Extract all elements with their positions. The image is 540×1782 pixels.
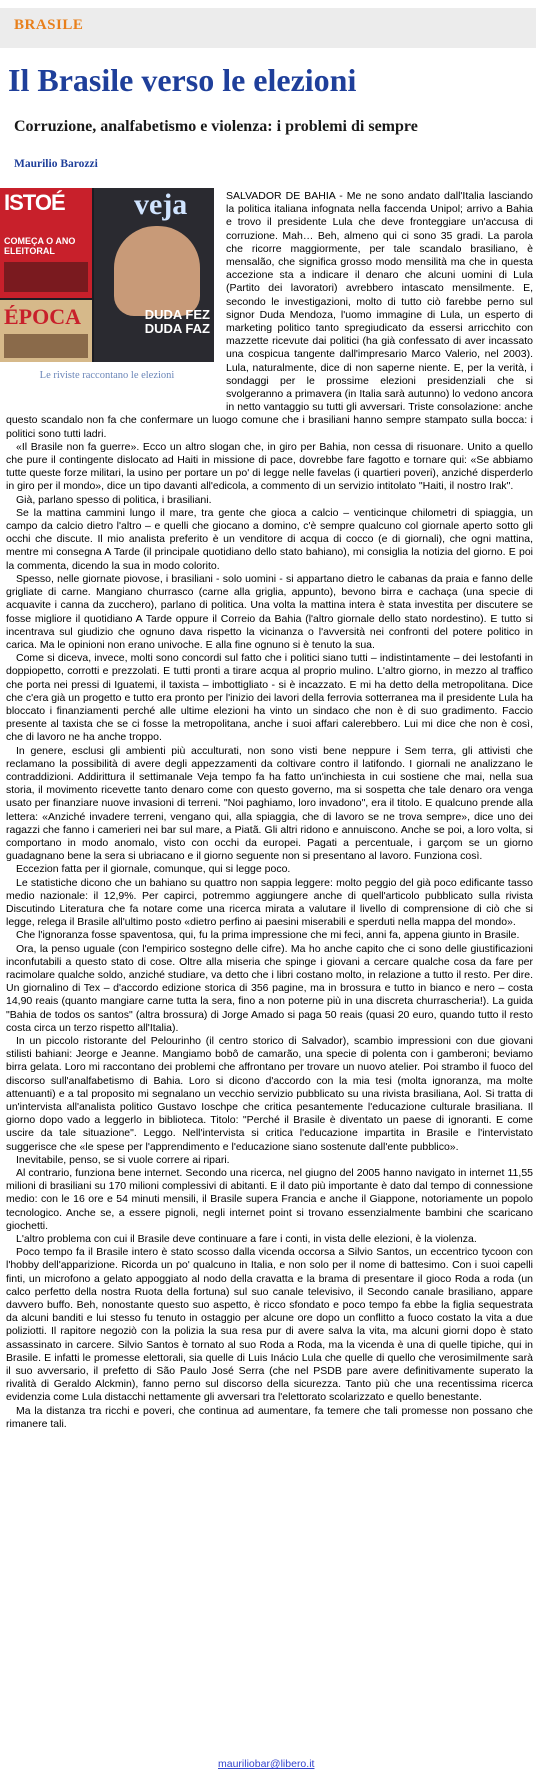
article-paragraph: Ora, la penso uguale (con l'empirico sostegno delle cifre). Ma ho anche capito che ci sono delle giustificazioni inconfutabili a questo stato di cose. Oltre alla miseria che spinge i giovani a cercare qualche cosa da fare per racimolare qualche soldo, anziché studiare, va detto che i libri costano molto, in relazione a tutto il resto. Per dire. Un giornalino di Tex – d'accordo edizione storica di 356 pagine, ma in brossura e tutto in bianco e nero – costa 14,90 reais (quanto mangiare carne tutta la sera, fino a non poterne più in una discreta churrascheria!). La guida "Bahia de todos os santos" (altra brossura) di Jorge Amado si paga 50 reais (quasi 20 euro, quando tutto il resto costa circa un terzo rispetto all'Italia). bbox=[6, 942, 533, 1034]
article-paragraph: Come si diceva, invece, molti sono concordi sul fatto che i politici siano tutti – indistintamente – dei lestofanti in doppiopetto, corrotti e prezzolati. E tutti pronti a tirare acqua al proprio mulino. L'altro giorno, in mezzo al traffico che porta nei pressi di Iguatemi, il taxista – imbottigliato - si è incazzato. E mi ha detto della metropolitana. Dice che c'era già un progetto e tutto era pronto per l'inizio dei lavori della ferrovia sotterranea ma il presidente Lula ha bloccato i finanziamenti perché alle ultime elezioni ha vinto un sindaco che non è di suo gradimento. Faccio presente al taxista che se ci fosse la metropolitana, anche i suoi affari calerebbero. Lui mi dice che non è così, che di lavoro ne ha anche troppo. bbox=[6, 652, 533, 744]
magazine-veja-name: veja bbox=[134, 188, 188, 221]
article-paragraph: Inevitabile, penso, se si vuole correre ai ripari. bbox=[16, 1153, 230, 1166]
article-title: Il Brasile verso le elezioni bbox=[8, 62, 357, 98]
article-body bbox=[6, 190, 533, 1750]
article-paragraph: Le statistiche dicono che un bahiano su quattro non sappia leggere: molto peggio del già poco edificante tasso medio nazionale: il 12,9%. Per capirci, potremmo aggiungere anche di quell'articolo pubblicato sulla rivista Discutindo Literatura che fa notare come una ricerca mirata a valutare il livello di comprensione di ciò che si legge, relega il Brasile all'ultimo posto «dietro perfino ai paesini miserabili e sperduti nella mappa del mondo». bbox=[6, 876, 533, 929]
article-paragraph: L'altro problema con cui il Brasile deve continuare a fare i conti, in vista delle elezioni, è la violenza. bbox=[16, 1233, 477, 1246]
section-label: BRASILE bbox=[14, 17, 84, 33]
article-paragraph: Già, parlano spesso di politica, i brasiliani. bbox=[16, 493, 212, 506]
article-paragraph: In un piccolo ristorante del Pelourinho (il centro storico di Salvador), scambio impressioni con due giovani stilisti bahiani: Jeorge e Jeanne. Mangiamo bobô de camarão, una specie di polenta con i gamberoni; beviamo birra gelata. Loro mi raccontano dei problemi che affrontano per trovare un nuovo atelier. Poi strambo il fuoco del discorso sull'analfabetismo di Bahia. Loro si dicono d'accordo con la mia tesi (molta ignoranza, ma molte attenuanti) e a tal proposito mi segnalano un vecchio servizio pubblicato su una rivista brasiliana, Aol. Si tratta di un'intervista all'analista politico Gustavo Ioschpe che critica pesantemente l'educazione culturale brasiliana. Il giorno dopo vado a leggerlo in biblioteca. Titolo: "Perché il Brasile è diventato un paese di ignoranti. E come uscire da tale situazione". Leggo. Nell'intervista si critica l'educazione impartita in Brasile e l'intervistato suggerisce che «le spese per l'apprendimento e l'educazione siano sostenute dall'ente pubblico». bbox=[6, 1035, 533, 1153]
magazine-istoe-headline: COMEÇA O ANO ELEITORAL bbox=[4, 236, 76, 256]
magazine-veja-headline: DUDA FEZ DUDA FAZ bbox=[144, 307, 210, 336]
article-paragraph: Ma la distanza tra ricchi e poveri, che continua ad aumentare, fa temere che tali promesse non possano che rimanere tali. bbox=[6, 1404, 533, 1430]
article-paragraph: Eccezion fatta per il giornale, comunque, qui si legge poco. bbox=[16, 863, 291, 876]
article-paragraph: «Il Brasile non fa guerre». Ecco un altro slogan che, in giro per Bahia, non cessa di risuonare. Unito a quello che pure il contingente dislocato ad Haiti in missione di pace, dovrebbe fare fagotto e tornare qui: «Se abbiamo tutte queste forze militari, la usino per portare un po' di legge nelle favelas (i quartieri poveri), anziché disperderlo in giro per il mondo», dice un tipo davanti all'edicola, a commento di un servizio intitolato "Haiti, il nostro Irak". bbox=[6, 440, 533, 493]
author-byline: Maurilio Barozzi bbox=[14, 158, 98, 170]
photo-caption: Le riviste raccontano le elezioni bbox=[39, 370, 175, 381]
article-paragraph: Se la mattina cammini lungo il mare, tra gente che gioca a calcio – venticinque chilometri di spiaggia, un campo da calcio dietro l'altro – e quelli che giocano a domino, c'è sempre qualcuno col giornale aperto sotto gli occhi che discute. Il mio analista preferito è un venditore di acqua di cocco (e di giornali), che ogni mattina, mentre mi consegna A Tarde (il principale quotidiano dello stato bahiano), mi consiglia la notizia del giorno. E poi la commenta, dicendo la sua in modo colorito. bbox=[6, 506, 533, 572]
article-paragraph: In genere, esclusi gli ambienti più acculturati, non sono visti bene neppure i Sem terra, gli attivisti che reclamano la possibilità di avere degli appezzamenti da coltivare contro il latifondo. I giornali ne analizzano le contraddizioni. Addirittura il settimanale Veja tempo fa ha fatto un'inchiesta in cui sostiene che mai, nella sua storia, il movimento ricevette tanto denaro come con questo governo, ma si sospetta che tale denaro ora venga usato per finanziare nuove invasioni di terreni. "Noi paghiamo, loro invadono", era il titolo. E qualcuno prende alla lettera: «Anziché invadere terreni, vengano qui, alla spiaggia, che di lavoro se ne trova sempre», dice uno dei ragazzi che fanno i camerieri nei bar sul mare, a Piatã. Gli altri ridono e annuiscono. Anche se poi, a loro volta, si comportano in modo anomalo, visto con occhi da europei. Pagati a percentuale, i garçom se un giorno guadagnano bene la sera si ubriacano e il giorno seguente non si presentano al lavoro. Funziona così. bbox=[6, 744, 533, 863]
magazine-epoca-name: ÉPOCA bbox=[4, 304, 81, 329]
article-subtitle: Corruzione, analfabetismo e violenza: i problemi di sempre bbox=[14, 118, 418, 135]
article-paragraph: Spesso, nelle giornate piovose, i brasiliani - solo uomini - si appartano dietro le cabanas da praia e fanno delle grigliate di carne. Mangiano churrasco (carne alla griglia, appunto), bevono birra e cachaça (una specie di acquavite i canna da zucchero), parlano di politica. Una volta la mattina intera è stata investita per discutere se fosse migliore il quotidiano A Tarde oppure il Correio da Bahia (l'altro giornale dello stato nordestino). E tutto si incentrava sul giudizio che ognuno dava rispetto la vicinanza o l'avversità nei confronti del potere politico in carica. Ma le opinioni non erano univoche. E alla fine ognuno si è tenuto la sua. bbox=[6, 572, 533, 651]
photo-float-spacer bbox=[6, 190, 220, 403]
article-paragraph: Che l'ignoranza fosse spaventosa, qui, fu la prima impressione che mi feci, anni fa, appena giunto in Brasile. bbox=[16, 929, 520, 942]
article-paragraph: Al contrario, funziona bene internet. Secondo una ricerca, nel giugno del 2005 hanno navigato in internet 11,55 milioni di brasiliani su 170 milioni complessivi di abitanti. E il dato più importante è dato dal tempo di connessione medio: con le 16 ore e 54 minuti mensili, il Brasile supera Francia e anche il Giappone, notoriamente un popolo tecnologico. Anche se, a essere pignoli, negli internet point si trovano essenzialmente bambini che scaricano giochetti. bbox=[6, 1167, 533, 1232]
article-paragraph: SALVADOR DE BAHIA - Me ne sono andato dall'Italia lasciando la politica italiana infognata nella faccenda Unipol; arrivo a Bahia e trovo il presidente Lula che deve fronteggiare un'accusa di corruzione. Mah… Beh, almeno qui ci sono 35 gradi. La parola che ricorre maggiormente, per tale scandalo brasiliano, è mensalão, che significa grosso modo mensilità ma che in questa accezione sta a indicare il denaro che alcuni uomini di Lula (Partito dei lavoratori) avrebbero intascato mensilmente. E, secondo le investigazioni, molto di tutto ciò farebbe perno sul signor Duda Mendoza, l'uomo immagine di Lula, un esperto di marketing politico tanto spregiudicato da essersi arricchito con mazzette ricevute dai politici (ha già confessato di aver incassato una cospicua tangente dall'impresario Marco Valerio, nel 2003). Lula, naturalmente, dice di non saperne niente. E, per la verità, i sondaggi per le prossime elezioni presidenziali che si svolgeranno a primavera (in Italia sarà autunno) lo vedono ancora in netto vantaggio su tutti gli avversari. Triste consolazione: anche questo scandalo non fa che confermare un luogo comune che i brasiliani hanno sempre stampato sulla bocca: i politici sono tutti ladri. bbox=[6, 190, 533, 440]
author-email-link[interactable]: mauriliobar@libero.it bbox=[218, 1758, 315, 1770]
article-paragraph: Poco tempo fa il Brasile intero è stato scosso dalla vicenda occorsa a Silvio Santos, un eccentrico tycoon con l'hobby dell'apparizione. Ricorda un po' qualcuno in Italia, e non solo per il nome di battesimo. Con i suoi capelli finti, un microfono a gelato appoggiato al nodo della cravatta e la brama di presentare il gioco Roda a roda (un calco perfetto della nostra Ruota della fortuna) sul suo canale televisivo, il Secondo canale brasiliano, appare davvero buffo. Beh, nonostante questo suo aspetto, è ricco sfondato e poco tempo fa ebbe la figlia sequestrata da alcuni banditi e lui stesso fu tenuto in ostaggio per alcune ore dopo un conflitto a fuoco costato la vita a due poliziotti. Il rapitore negoziò con la polizia la sua resa pur di avere salva la vita, ma alcuni giorni dopo è stato assassinato in carcere. Silvio Santos è tornato al suo Roda a Roda, ma la vicenda è una di quelle tipiche, qui in Brasile. E infatti le promesse elettorali, sia quelle di Luis Inácio Lula che quelle di quello che verosimilmente sarà il suo avversario, il prefetto di São Paulo José Serra (che nel PSDB pare avere definitivamente superato la rivalità di Geraldo Alckmin), fanno perno sul discorso della sicurezza. Tanto più che una recentissima ricerca evidenzia come Lula distacchi nettamente gli avversari tra l'elettorato scolarizzato e quello benestante. bbox=[6, 1246, 533, 1404]
magazine-istoe-name: ISTOÉ bbox=[4, 190, 65, 215]
